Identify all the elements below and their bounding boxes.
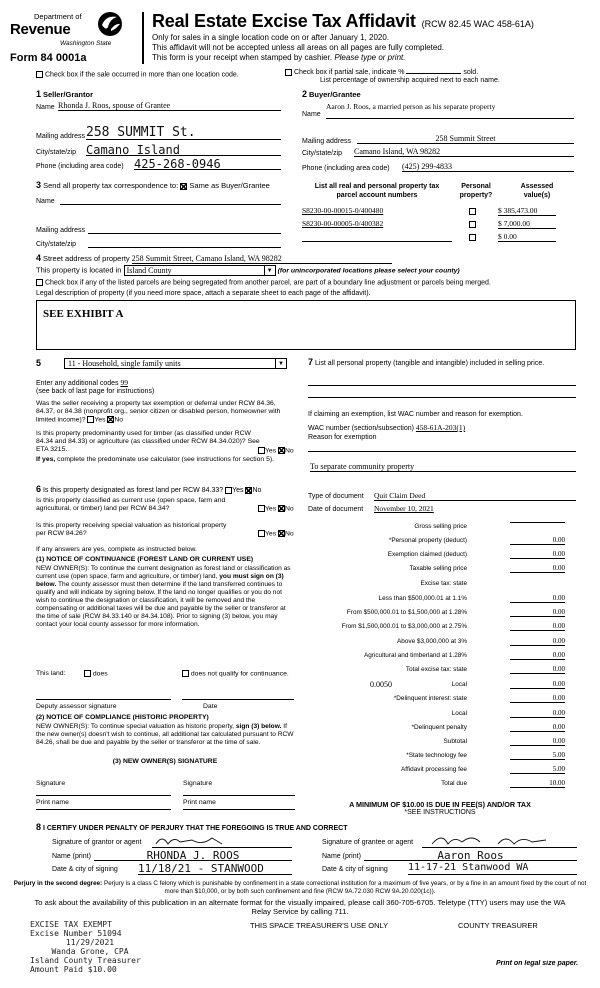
tax-row — [290, 637, 575, 648]
perjury-bold: Perjury in the second degree: — [13, 880, 103, 887]
tax-row — [290, 550, 575, 561]
buyer-city-label: City/state/zip — [302, 150, 343, 157]
tax-row — [290, 680, 575, 691]
timber-question-text: Is this property predominantly used for timber (as classified under RCW 84.34 and 84.33) or agriculture (as classified under RCW 84.34.020)? See ETA 3215. — [36, 430, 260, 453]
section3-mailing-row — [36, 226, 281, 236]
no-label: No — [284, 530, 294, 538]
personal-property-checkbox[interactable] — [469, 221, 476, 228]
buyer-heading-row — [302, 89, 361, 99]
county-treasurer-label: COUNTY TREASURER — [458, 921, 538, 930]
exemption-instruction: If claiming an exemption, list WAC number and reason for exemption. — [308, 411, 523, 418]
see-back-note: (see back of last page for instructions) — [36, 388, 155, 395]
current-use-no-checkbox[interactable] — [278, 505, 285, 512]
tax-row — [290, 522, 575, 533]
tax-row — [290, 665, 575, 676]
section3-mailing-field[interactable] — [88, 226, 281, 234]
exemption-question-text: Was the seller receiving a property tax exemption or deferral under RCW 84.36, 84.37, or 84.38 (nonprofit org., senior citizen or disabled person, homeowner with limited income)? — [36, 400, 281, 424]
tax-row — [290, 779, 575, 790]
seller-mailing-field[interactable]: 258 SUMMIT St. — [86, 125, 281, 140]
notice2-title: (2) NOTICE OF COMPLIANCE (HISTORIC PROPERTY) — [36, 714, 209, 721]
grantor-sig-label: Signature of grantor or agent — [52, 839, 142, 846]
form-title: Real Estate Excise Tax Affidavit — [152, 11, 416, 31]
no-label: No — [252, 487, 262, 494]
parcel-col-header-line2: parcel account numbers — [336, 192, 418, 199]
section-8-number: 8 — [36, 822, 42, 832]
seller-phone-label: Phone (including area code) — [36, 163, 124, 170]
doc-date-value[interactable]: November 10, 2021 — [374, 504, 434, 513]
owner-signature-line-2[interactable] — [183, 790, 295, 796]
tax-label: *State technology fee — [406, 752, 467, 759]
buyer-city-row — [302, 147, 574, 159]
yes-label: Yes — [94, 416, 106, 424]
owner-print-name-label-2: Print name — [183, 799, 216, 806]
grantor-date-label: Date & city of signing — [52, 866, 118, 873]
tax-label: Total excise tax: state — [405, 666, 467, 673]
grantor-signature-field[interactable] — [152, 836, 292, 848]
reason-label: Reason for exemption — [308, 434, 377, 441]
tax-row — [290, 723, 575, 734]
buyer-mailing-label: Mailing address — [302, 138, 352, 145]
multi-location-row — [36, 71, 239, 78]
partial-percent-field[interactable] — [406, 67, 461, 74]
buyer-phone-row — [302, 162, 574, 174]
header-note3-italic: Please type or print. — [334, 53, 406, 62]
assessed-value[interactable]: $ 7,000.00 — [498, 219, 556, 229]
tax-value[interactable]: 0.00 — [510, 723, 565, 732]
parcel-number[interactable] — [302, 232, 452, 242]
header-divider — [142, 12, 144, 64]
treasurer-stamp — [30, 920, 150, 974]
yes-label: Yes — [265, 505, 277, 513]
yes-label: Yes — [265, 530, 277, 538]
deputy-date-label: Date — [203, 703, 218, 710]
doc-type-row — [308, 491, 576, 502]
deputy-signature-label: Deputy assessor signature — [36, 703, 117, 710]
tax-row — [290, 765, 575, 776]
buyer-name-field[interactable]: Aaron J. Roos, a married person as his separate property — [326, 102, 574, 119]
personal-property-checkbox[interactable] — [469, 208, 476, 215]
section3-name-label: Name — [36, 198, 55, 205]
assessed-col-header-line2: value(s) — [523, 192, 551, 199]
tax-value[interactable]: 0.00 — [510, 694, 565, 703]
buyer-mailing-field[interactable]: 258 Summit Street — [357, 134, 574, 144]
tax-value[interactable]: 0.00 — [510, 737, 565, 746]
notice2-text — [36, 723, 294, 747]
rcw-reference: (RCW 82.45 WAC 458-61A) — [421, 19, 534, 29]
tax-label: Above $3,000,000 at 3% — [397, 638, 467, 645]
tax-value[interactable]: 0.00 — [510, 594, 565, 603]
deputy-date-line[interactable] — [182, 692, 294, 700]
assessed-value[interactable]: $ 0.00 — [498, 232, 556, 242]
personal-col-header-line2: property? — [459, 192, 493, 199]
segregated-label: Check box if any of the listed parcels are being segregated from another parcel, are part of a boundary line adjustment or parcels being merged. — [44, 279, 491, 287]
tax-label: Local — [451, 681, 467, 688]
historic-question: Is this property receiving special valuation as historical property per RCW 84.26? — [36, 522, 227, 537]
section3-city-row — [36, 240, 281, 250]
county-select-value: Island County — [126, 266, 172, 275]
partial-sale-label: Check box if partial sale, indicate % — [293, 69, 405, 76]
additional-codes-label: Enter any additional codes — [36, 380, 119, 387]
tax-value[interactable]: 5.00 — [510, 765, 565, 774]
tax-value[interactable] — [510, 522, 565, 523]
see-instructions-note: *SEE INSTRUCTIONS — [404, 809, 476, 816]
timber-yes-checkbox[interactable] — [258, 447, 265, 454]
yes-label: Yes — [232, 487, 244, 494]
tax-label: Gross selling price — [414, 523, 467, 530]
deputy-signature-line[interactable] — [36, 692, 171, 700]
grantor-name-row — [52, 849, 292, 862]
personal-property-line-2[interactable] — [308, 396, 576, 398]
timber-ifyes — [36, 456, 286, 464]
stamp-line2: Excise Number 51094 — [30, 929, 122, 938]
tax-row — [290, 709, 575, 720]
use-code-select[interactable] — [64, 358, 287, 369]
multi-location-checkbox[interactable] — [36, 71, 43, 78]
owner-print-line-2[interactable] — [183, 808, 295, 810]
land-does-not-checkbox[interactable] — [182, 670, 189, 677]
same-as-buyer-label: Same as Buyer/Grantee — [189, 181, 270, 190]
parcel-number[interactable]: S8230-00-00005-0/400382 — [302, 219, 384, 228]
tax-value[interactable]: 0.00 — [510, 709, 565, 718]
forest-question-text: Is this property designated as forest land per RCW 84.33? — [42, 487, 224, 494]
street-address-label: Street address of property — [42, 254, 130, 263]
tax-row — [290, 594, 575, 605]
assessed-col-header — [500, 182, 574, 200]
multi-location-label: Check box if the sale occurred in more than one location code. — [44, 71, 239, 79]
tax-label: Subtotal — [443, 738, 467, 745]
header-note1: Only for sales in a single location code on or after January 1, 2020. — [152, 33, 390, 42]
form-title-row — [152, 11, 534, 32]
tax-value[interactable]: 10.00 — [510, 779, 565, 788]
yes-label: Yes — [265, 447, 277, 455]
timber-no-checkbox[interactable] — [278, 447, 285, 454]
grantor-date-row — [52, 862, 292, 876]
tax-label: Local — [451, 710, 467, 717]
notice1-text-b: you must sign on (3) below. — [36, 573, 284, 588]
personal-property-checkbox[interactable] — [469, 234, 476, 241]
tax-row — [290, 694, 575, 705]
agency-line3: Washington State — [60, 40, 112, 47]
doc-date-row — [308, 504, 576, 515]
perjury-note — [8, 880, 592, 895]
exemption-question — [36, 400, 294, 424]
sold-label: sold. — [463, 69, 479, 76]
seller-mailing-label: Mailing address — [36, 133, 86, 140]
seller-name-field[interactable]: Rhonda J. Roos, spouse of Grantee — [58, 101, 281, 111]
tax-row — [290, 751, 575, 762]
owner-print-name-label-1: Print name — [36, 799, 69, 806]
grantee-date-field[interactable]: 11-17-21 Stanwood WA — [408, 862, 577, 875]
buyer-heading: Buyer/Grantee — [308, 90, 361, 99]
notice1-text-a: NEW OWNER(S): To continue the current designation as forest land or classification as current use (open space, farm and agriculture, or timber) land, — [36, 565, 291, 580]
owner-print-line-1[interactable] — [36, 808, 171, 810]
grantor-name-field[interactable]: RHONDA J. ROOS — [94, 849, 292, 861]
tax-label: From $500,000.01 to $1,500,000 at 1.28% — [346, 609, 467, 616]
personal-property-label: List all personal property (tangible and intangible) included in selling price. — [314, 360, 545, 367]
dor-logo — [10, 10, 135, 50]
assessed-col-header-line1: Assessed — [520, 183, 554, 190]
grantee-signature-scribble — [428, 832, 578, 848]
tax-row — [290, 608, 575, 619]
use-code-value: 11 - Household, single family units — [68, 359, 181, 368]
section7-row — [308, 358, 576, 368]
grantor-name-label: Name (print) — [52, 853, 91, 860]
stamp-line4: Wanda Grone, CPA — [51, 947, 129, 956]
buyer-phone-field[interactable]: (425) 299-4833 — [402, 162, 574, 172]
buyer-name-row — [302, 102, 574, 120]
notice2-text-c: If the new owner(s) doesn't wish to continue, all additional tax calculated pursuant to RCW 84.26, shall be due and payable by the seller or transferor at the time of sale. — [36, 723, 294, 746]
tax-value[interactable]: 0.00 — [510, 622, 565, 631]
if-any-note: If any answers are yes, complete as instructed below. — [36, 546, 197, 553]
grantee-name-field[interactable]: Aaron Roos — [364, 849, 577, 861]
seller-phone-field[interactable]: 425-268-0946 — [134, 157, 281, 170]
tax-value[interactable]: 0.00 — [510, 680, 565, 689]
section3-name-field[interactable] — [60, 197, 281, 205]
grantor-sig-row — [52, 836, 292, 849]
parcel-col-header — [302, 182, 452, 200]
no-label: No — [114, 416, 124, 424]
header-note3 — [152, 53, 405, 62]
additional-codes-row — [36, 378, 160, 387]
chevron-down-icon: ▼ — [275, 359, 286, 369]
timber-ifyes-text: complete the predominate use calculator (see instructions for section 5). — [57, 456, 275, 463]
percent-note: List percentage of ownership acquired next to each name. — [320, 77, 500, 84]
seller-city-row — [36, 143, 281, 157]
assessed-value[interactable]: $ 385,473.00 — [498, 206, 556, 216]
grantor-date-field[interactable]: 11/18/21 - STANWOOD — [138, 862, 292, 875]
seller-mailing-row — [36, 125, 281, 141]
doc-type-value[interactable]: Quit Claim Deed — [374, 491, 576, 501]
forest-question — [36, 484, 296, 494]
tax-row — [290, 622, 575, 633]
header-note3-plain: This form is your receipt when stamped by cashier. — [152, 53, 333, 62]
header-note2: This affidavit will not be accepted unless all areas on all pages are fully completed. — [152, 43, 445, 52]
historic-answer — [258, 530, 294, 537]
stamp-line3: 11/29/2021 — [65, 938, 115, 947]
legal-description-text: SEE EXHIBIT A — [43, 308, 124, 320]
tax-label: *Personal property (deduct) — [388, 537, 467, 544]
grantor-signature-scribble — [152, 834, 292, 848]
notice2-text-b: sign (3) below. — [235, 723, 282, 730]
grantee-name-label: Name (print) — [322, 853, 361, 860]
grantee-name-row — [322, 849, 577, 862]
section3-label: Send all property tax correspondence to: — [43, 181, 179, 190]
tax-label: Affidavit processing fee — [401, 766, 467, 773]
notice1-title: (1) NOTICE OF CONTINUANCE (FOREST LAND OR CURRENT USE) — [36, 556, 254, 563]
timber-answer — [258, 447, 294, 454]
timber-ifyes-bold: If yes, — [36, 456, 56, 463]
certify-text: I CERTIFY UNDER PENALTY OF PERJURY THAT THE FOREGOING IS TRUE AND CORRECT — [42, 825, 348, 832]
section-6-number: 6 — [36, 484, 42, 494]
minimum-due-note: A MINIMUM OF $10.00 IS DUE IN FEE(S) AND/OR TAX — [349, 800, 531, 809]
seller-name-label: Name — [36, 104, 55, 111]
doc-date-label: Date of document — [308, 506, 364, 513]
tax-label: Less than $500,000.01 at 1.1% — [378, 595, 467, 602]
tax-label: Taxable selling price — [409, 565, 467, 572]
section3-heading-row — [36, 180, 270, 190]
county-select[interactable] — [124, 265, 276, 276]
buyer-phone-label: Phone (including area code) — [302, 165, 390, 172]
stamp-line1: EXCISE TAX EXEMPT — [30, 920, 112, 929]
tax-table — [290, 522, 575, 802]
tax-label: Exemption claimed (deduct) — [387, 551, 467, 558]
owner-signature-label-2: Signature — [183, 780, 213, 787]
notice1-text — [36, 565, 294, 629]
tax-value[interactable]: 0.00 — [510, 637, 565, 646]
segregated-checkbox[interactable] — [36, 279, 43, 286]
tax-value[interactable]: 0.00 — [510, 550, 565, 559]
seller-city-field[interactable]: Camano Island — [86, 143, 281, 156]
section5-row — [36, 358, 41, 368]
reason-value[interactable]: To separate community property — [310, 462, 576, 472]
grantee-sig-label: Signature of grantee or agent — [322, 839, 414, 846]
land-does-checkbox[interactable] — [84, 670, 91, 677]
no-label: No — [284, 505, 294, 513]
seller-heading-row — [36, 89, 93, 99]
segregated-row — [36, 279, 491, 286]
parcel-row-3 — [302, 232, 574, 243]
tax-label: *Delinquent interest: state — [393, 695, 467, 702]
wac-value[interactable]: 458-61A-203(1) — [415, 423, 466, 432]
parcel-row-1 — [302, 206, 574, 217]
reason-line-1[interactable] — [308, 450, 576, 452]
chevron-down-icon: ▼ — [264, 266, 275, 276]
tax-value[interactable]: 0.00 — [510, 608, 565, 617]
current-use-question: Is this property classified as current use (open space, farm and agricultural, or timber) land per RCW 84.34? — [36, 497, 226, 512]
notice2-text-a: NEW OWNER(S): To continue special valuation as historic property, — [36, 723, 235, 730]
tax-row — [290, 737, 575, 748]
doc-type-label: Type of document — [308, 493, 364, 500]
section3-city-field[interactable] — [88, 240, 281, 248]
buyer-mailing-row — [302, 134, 574, 146]
tax-label: Excise tax: state — [420, 580, 467, 587]
tax-label: From $1,500,000.01 to $3,000,000 at 2.75% — [341, 623, 467, 630]
same-as-buyer-checkbox[interactable] — [180, 183, 187, 190]
exemption-no-checkbox[interactable] — [107, 416, 114, 423]
grantee-signature-field[interactable] — [422, 836, 577, 848]
parcel-col-header-line1: List all real and personal property tax — [314, 183, 440, 190]
notice1-text-c: The county assessor must then determine if the land transferred continues to qualify and will indicate by signing below. If the land no longer qualifies or you do not wish to continue the designation or classification, it will be removed and the compensating or additional taxes will be due and payable by the seller or transferor at the time of sale (RCW 84.33.140 or 84.34.108). Prior to signing (3) below, you may contact your local county assessor for more information. — [36, 581, 286, 628]
timber-question — [36, 430, 266, 454]
forest-no-checkbox[interactable] — [245, 487, 252, 494]
no-label: No — [284, 447, 294, 455]
partial-sale-checkbox[interactable] — [285, 69, 292, 76]
section-1-number: 1 — [36, 89, 42, 99]
partial-sale-row — [285, 67, 478, 76]
tax-row — [290, 564, 575, 575]
buyer-name-label: Name — [302, 111, 321, 118]
agency-line2: Revenue — [10, 21, 71, 38]
grantee-sig-row — [322, 836, 577, 849]
current-use-yes-checkbox[interactable] — [258, 505, 265, 512]
form-number: Form 84 0001a — [10, 52, 87, 64]
certify-row — [36, 822, 348, 832]
perjury-text: Perjury is a class C felony which is punishable by confinement in a state correctional institution for a maximum of five years, or by a fine in an amount fixed by the court of not more than $10,000, or by both such confinement and fine (RCW 9A.72.030 RCW 9A.20.020(1c)). — [104, 880, 587, 895]
local-rate: 0.0050 — [370, 680, 392, 689]
wac-label: WAC number (section/subsection) — [308, 425, 414, 432]
seller-heading: Seller/Grantor — [42, 90, 93, 99]
current-use-answer — [258, 505, 294, 512]
personal-property-line-1[interactable] — [308, 384, 576, 386]
this-land-label: This land: — [36, 670, 66, 677]
legal-size-note: Print on legal size paper. — [496, 960, 579, 967]
availability-note: To ask about the availability of this publication in an alternate format for the visually impaired, please call 360-705-6705. Teletype (TTY) users may use the WA Relay Service by calling 711. — [34, 898, 566, 916]
tax-label: *Delinquent penalty — [411, 724, 467, 731]
tax-value[interactable]: 0.00 — [510, 651, 565, 660]
section-2-number: 2 — [302, 89, 308, 99]
section3-name-row — [36, 197, 281, 207]
dor-swirl-icon — [96, 11, 124, 37]
seller-city-label: City/state/zip — [36, 149, 77, 156]
section-5-number: 5 — [36, 358, 42, 368]
tax-label: Total due — [441, 780, 467, 787]
wac-row — [308, 423, 465, 432]
historic-no-checkbox[interactable] — [278, 530, 285, 537]
personal-col-header — [456, 182, 496, 200]
seller-name-row — [36, 101, 281, 113]
located-label: This property is located in — [36, 265, 122, 275]
tax-row — [290, 536, 575, 547]
agency-line1: Department of — [34, 12, 82, 21]
parcel-number[interactable]: S8230-00-00015-0/400480 — [302, 206, 384, 215]
tax-label: Agricultural and timberland at 1.28% — [363, 652, 467, 659]
land-does-not-label: does not qualify for continuance. — [190, 670, 289, 678]
section-7-number: 7 — [308, 357, 314, 367]
stamp-line5: Island County Treasurer — [30, 956, 141, 965]
parcel-row-2 — [302, 219, 574, 230]
tax-row — [290, 651, 575, 662]
buyer-city-field[interactable]: Camano Island, WA 98282 — [354, 147, 574, 157]
land-does-label: does — [92, 670, 108, 678]
section3-mailing-label: Mailing address — [36, 227, 86, 234]
section4-address-row — [36, 253, 576, 265]
legal-label: Legal description of property (if you need more space, attach a separate sheet to each page of the affidavit). — [36, 290, 371, 297]
owner-signature-line-1[interactable] — [36, 790, 171, 796]
section-4-number: 4 — [36, 253, 42, 263]
tax-value[interactable]: 5.00 — [510, 751, 565, 760]
tax-value[interactable]: 0.00 — [510, 564, 565, 573]
treasurer-use-only: THIS SPACE TREASURER'S USE ONLY — [250, 921, 389, 930]
located-row — [36, 265, 460, 276]
section3-city-label: City/state/zip — [36, 241, 77, 248]
grantee-date-row — [322, 862, 577, 876]
street-address-value[interactable]: 258 Summit Street, Camano Island, WA 98282 — [132, 254, 392, 264]
unincorporated-note: (for unincorporated locations please select your county) — [277, 267, 460, 275]
additional-codes-field[interactable]: 99 — [120, 378, 128, 387]
owner-signature-label-1: Signature — [36, 780, 66, 787]
personal-col-header-line1: Personal — [461, 183, 491, 190]
tax-row — [290, 579, 575, 590]
tax-value[interactable]: 0.00 — [510, 665, 565, 674]
seller-phone-row — [36, 157, 281, 171]
notice3-title: (3) NEW OWNER(S) SIGNATURE — [112, 758, 218, 765]
tax-value[interactable]: 0.00 — [510, 536, 565, 545]
stamp-line6: Amount Paid $10.00 — [30, 965, 117, 974]
grantee-date-label: Date & city of signing — [322, 866, 388, 873]
legal-description-box[interactable] — [36, 300, 576, 350]
historic-yes-checkbox[interactable] — [258, 530, 265, 537]
section-3-number: 3 — [36, 180, 42, 190]
